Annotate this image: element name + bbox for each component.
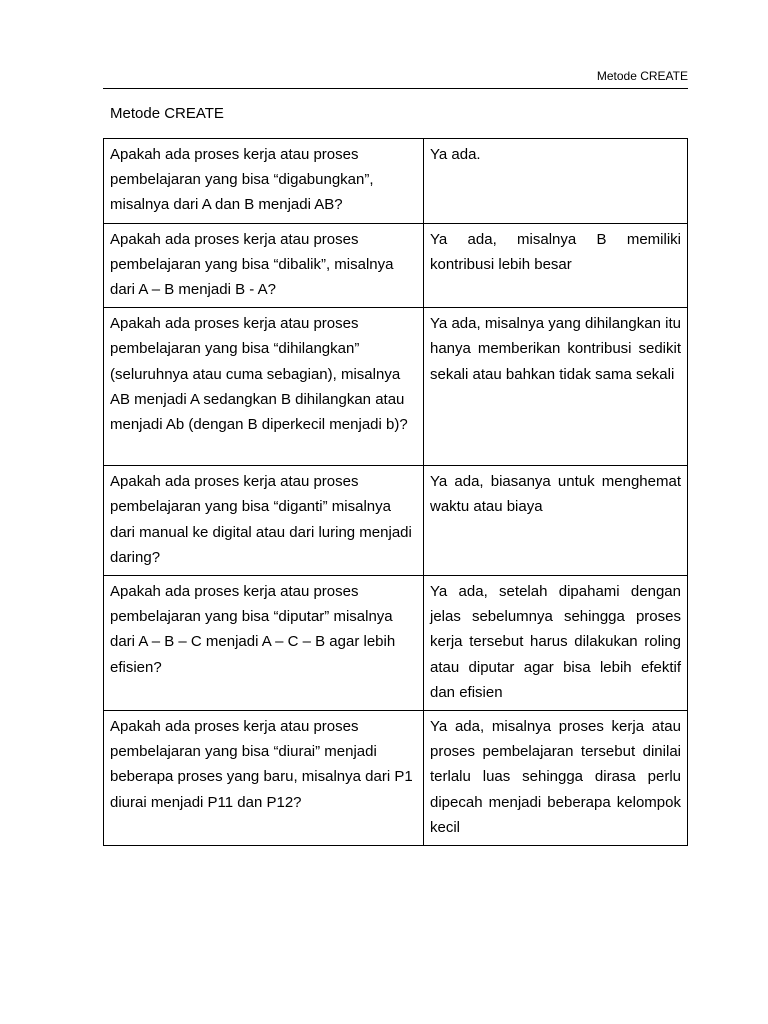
answer-cell: Ya ada, misalnya yang dihilangkan itu hanya memberikan kontribusi sedikit sekali atau bahkan tidak sama sekali <box>424 308 688 466</box>
table-row <box>104 711 688 846</box>
question-cell: Apakah ada proses kerja atau proses pembelajaran yang bisa “digabungkan”, misalnya dari A dan B menjadi AB? <box>104 139 424 224</box>
page-header <box>103 68 688 89</box>
document-heading: Metode CREATE <box>110 105 224 122</box>
answer-cell: Ya ada, biasanya untuk menghemat waktu atau biaya <box>424 466 688 576</box>
table-row <box>104 576 688 711</box>
answer-cell: Ya ada, misalnya B memiliki kontribusi lebih besar <box>424 223 688 308</box>
table-row <box>104 308 688 466</box>
question-cell: Apakah ada proses kerja atau proses pembelajaran yang bisa “diputar” misalnya dari A – B – C menjadi A – C – B agar lebih efisien? <box>104 576 424 711</box>
create-method-table <box>103 138 688 846</box>
table-row <box>104 466 688 576</box>
answer-cell: Ya ada, setelah dipahami dengan jelas sebelumnya sehingga proses kerja tersebut harus dilakukan roling atau diputar agar bisa lebih efektif dan efisien <box>424 576 688 711</box>
table-row <box>104 139 688 224</box>
question-cell: Apakah ada proses kerja atau proses pembelajaran yang bisa “dihilangkan” (seluruhnya atau cuma sebagian), misalnya AB menjadi A sedangkan B dihilangkan atau menjadi Ab (dengan B diperkecil menjadi b)? <box>104 308 424 466</box>
question-cell: Apakah ada proses kerja atau proses pembelajaran yang bisa “diurai” menjadi beberapa proses yang baru, misalnya dari P1 diurai menjadi P11 dan P12? <box>104 711 424 846</box>
table-row <box>104 223 688 308</box>
question-cell: Apakah ada proses kerja atau proses pembelajaran yang bisa “dibalik”, misalnya dari A – B menjadi B - A? <box>104 223 424 308</box>
running-header-title: Metode CREATE <box>596 69 688 83</box>
question-cell: Apakah ada proses kerja atau proses pembelajaran yang bisa “diganti” misalnya dari manual ke digital atau dari luring menjadi daring? <box>104 466 424 576</box>
answer-cell: Ya ada. <box>424 139 688 224</box>
answer-cell: Ya ada, misalnya proses kerja atau proses pembelajaran tersebut dinilai terlalu luas sehingga dirasa perlu dipecah menjadi beberapa kelompok kecil <box>424 711 688 846</box>
